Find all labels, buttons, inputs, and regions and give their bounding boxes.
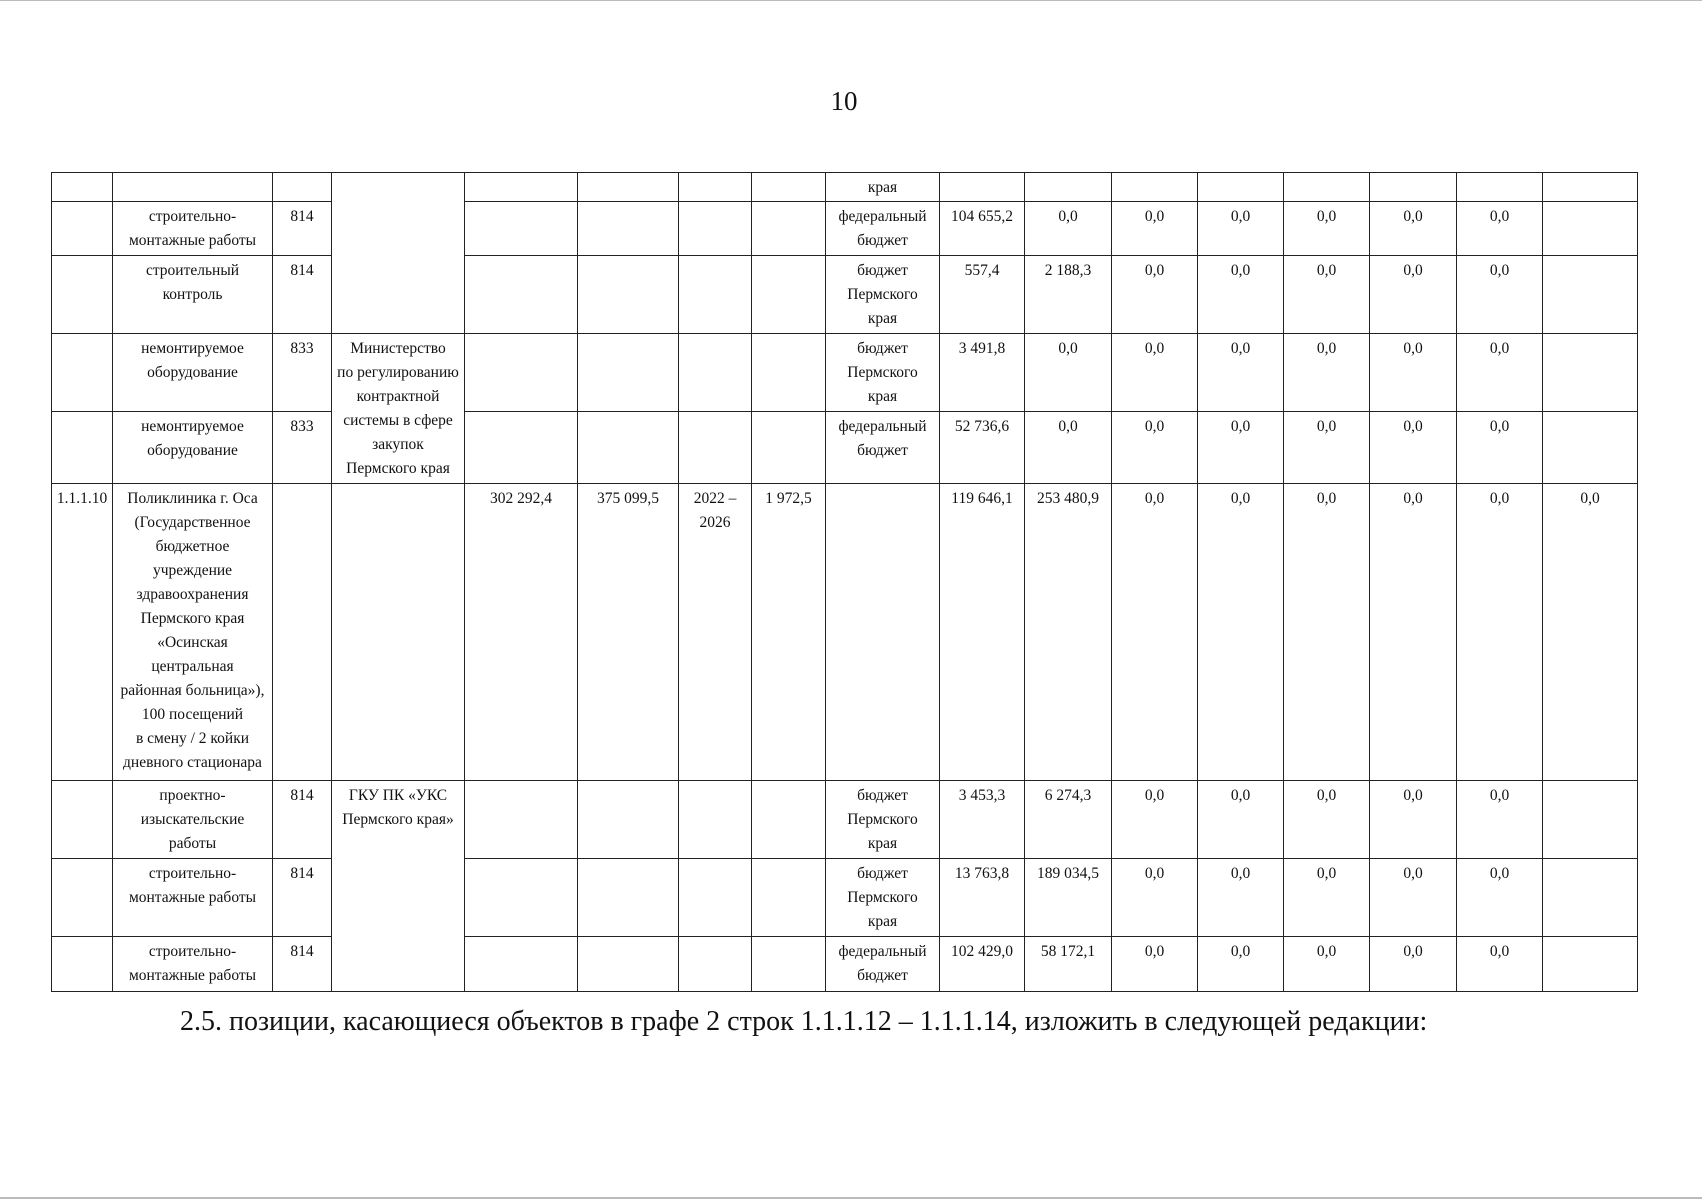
cell-value-6: 0,0	[1370, 202, 1457, 256]
cell-value-3: 0,0	[1112, 412, 1198, 484]
cell-funding-source: федеральный бюджет	[826, 202, 940, 256]
cell-code	[273, 484, 332, 781]
cell-value-3	[1112, 173, 1198, 202]
table-row	[52, 412, 1638, 484]
cell-value-2: 6 274,3	[1025, 781, 1112, 859]
cell-period	[679, 202, 752, 256]
cell-period: 2022 – 2026	[679, 484, 752, 781]
cell-number	[52, 173, 113, 202]
cell-value-6: 0,0	[1370, 859, 1457, 937]
cell-object-name: строительно- монтажные работы	[113, 202, 273, 256]
table-body	[52, 173, 1638, 992]
cell-object-name	[113, 173, 273, 202]
cell-customer: ГКУ ПК «УКС Пермского края»	[332, 781, 465, 992]
cell-funding-source	[826, 484, 940, 781]
cell-cost-adjusted	[578, 859, 679, 937]
cell-customer	[332, 484, 465, 781]
cell-number	[52, 859, 113, 937]
table-row	[52, 202, 1638, 256]
cell-cost-adjusted	[578, 256, 679, 334]
cell-value-2: 58 172,1	[1025, 937, 1112, 992]
cell-value-3: 0,0	[1112, 202, 1198, 256]
cell-value-4: 0,0	[1198, 202, 1284, 256]
cell-value-2: 253 480,9	[1025, 484, 1112, 781]
cell-value-2: 189 034,5	[1025, 859, 1112, 937]
cell-value-5: 0,0	[1284, 937, 1370, 992]
cell-value-4: 0,0	[1198, 256, 1284, 334]
cell-period	[679, 256, 752, 334]
cell-cost-adjusted	[578, 202, 679, 256]
cell-number	[52, 202, 113, 256]
cell-value-6: 0,0	[1370, 334, 1457, 412]
cell-value-1: 104 655,2	[940, 202, 1025, 256]
cell-customer: Министерство по регулированию контрактной системы в сфере закупок Пермского края	[332, 334, 465, 484]
cell-value-7: 0,0	[1457, 937, 1543, 992]
cell-value-5: 0,0	[1284, 256, 1370, 334]
cell-value-8	[1543, 781, 1638, 859]
cell-value-8	[1543, 173, 1638, 202]
cell-value-7: 0,0	[1457, 334, 1543, 412]
cell-value-3: 0,0	[1112, 781, 1198, 859]
cell-value-8	[1543, 202, 1638, 256]
cell-value-5: 0,0	[1284, 484, 1370, 781]
page-number: 10	[830, 86, 858, 116]
cell-customer	[332, 173, 465, 334]
cell-code: 814	[273, 937, 332, 992]
cell-funding-source: федеральный бюджет	[826, 412, 940, 484]
cell-object-name: строительно- монтажные работы	[113, 937, 273, 992]
cell-period	[679, 334, 752, 412]
cell-value-1: 119 646,1	[940, 484, 1025, 781]
cell-capacity	[752, 937, 826, 992]
cell-value-2: 0,0	[1025, 334, 1112, 412]
cell-cost-adjusted	[578, 937, 679, 992]
cell-period	[679, 173, 752, 202]
cell-capacity	[752, 202, 826, 256]
budget-table	[51, 172, 1638, 992]
cell-number	[52, 334, 113, 412]
cell-value-2: 0,0	[1025, 412, 1112, 484]
cell-value-3: 0,0	[1112, 256, 1198, 334]
cell-value-7: 0,0	[1457, 256, 1543, 334]
cell-value-8	[1543, 859, 1638, 937]
cell-value-2	[1025, 173, 1112, 202]
cell-value-1: 52 736,6	[940, 412, 1025, 484]
cell-value-3: 0,0	[1112, 484, 1198, 781]
cell-capacity	[752, 412, 826, 484]
cell-funding-source: федеральный бюджет	[826, 937, 940, 992]
cell-number: 1.1.1.10	[52, 484, 113, 781]
cell-value-1: 3 453,3	[940, 781, 1025, 859]
cell-value-5: 0,0	[1284, 781, 1370, 859]
table-row	[52, 484, 1638, 781]
cell-value-3: 0,0	[1112, 859, 1198, 937]
cell-number	[52, 412, 113, 484]
cell-cost-adjusted	[578, 412, 679, 484]
cell-cost-adjusted	[578, 334, 679, 412]
cell-cost-total	[465, 173, 578, 202]
cell-cost-total	[465, 334, 578, 412]
cell-value-7: 0,0	[1457, 202, 1543, 256]
cell-value-4	[1198, 173, 1284, 202]
cell-cost-total	[465, 202, 578, 256]
cell-value-8	[1543, 256, 1638, 334]
table-row	[52, 173, 1638, 202]
cell-cost-total	[465, 256, 578, 334]
cell-period	[679, 781, 752, 859]
amendment-note: 2.5. позиции, касающиеся объектов в графе 2 строк 1.1.1.12 – 1.1.1.14, изложить в следующей редакции:	[180, 1006, 1428, 1037]
cell-value-6: 0,0	[1370, 412, 1457, 484]
cell-value-6: 0,0	[1370, 484, 1457, 781]
cell-value-1: 13 763,8	[940, 859, 1025, 937]
cell-value-3: 0,0	[1112, 334, 1198, 412]
cell-value-4: 0,0	[1198, 859, 1284, 937]
cell-value-6: 0,0	[1370, 937, 1457, 992]
cell-value-4: 0,0	[1198, 781, 1284, 859]
cell-value-6	[1370, 173, 1457, 202]
cell-value-1: 557,4	[940, 256, 1025, 334]
cell-code: 814	[273, 859, 332, 937]
cell-cost-total	[465, 859, 578, 937]
cell-code: 833	[273, 412, 332, 484]
cell-cost-total	[465, 412, 578, 484]
cell-value-5: 0,0	[1284, 334, 1370, 412]
cell-capacity	[752, 256, 826, 334]
cell-cost-total: 302 292,4	[465, 484, 578, 781]
cell-object-name: строительный контроль	[113, 256, 273, 334]
cell-value-8	[1543, 412, 1638, 484]
table-row	[52, 781, 1638, 859]
cell-number	[52, 781, 113, 859]
cell-funding-source: бюджет Пермского края	[826, 256, 940, 334]
cell-funding-source: края	[826, 173, 940, 202]
cell-capacity	[752, 859, 826, 937]
cell-funding-source: бюджет Пермского края	[826, 781, 940, 859]
cell-capacity	[752, 173, 826, 202]
cell-value-7: 0,0	[1457, 781, 1543, 859]
cell-object-name: строительно- монтажные работы	[113, 859, 273, 937]
cell-value-3: 0,0	[1112, 937, 1198, 992]
cell-value-8: 0,0	[1543, 484, 1638, 781]
cell-code: 833	[273, 334, 332, 412]
table-row	[52, 334, 1638, 412]
cell-value-4: 0,0	[1198, 412, 1284, 484]
cell-code: 814	[273, 202, 332, 256]
cell-value-6: 0,0	[1370, 781, 1457, 859]
cell-value-4: 0,0	[1198, 484, 1284, 781]
cell-number	[52, 937, 113, 992]
table-row	[52, 256, 1638, 334]
cell-period	[679, 859, 752, 937]
cell-number	[52, 256, 113, 334]
cell-value-1: 102 429,0	[940, 937, 1025, 992]
cell-funding-source: бюджет Пермского края	[826, 859, 940, 937]
cell-capacity	[752, 781, 826, 859]
cell-value-5: 0,0	[1284, 412, 1370, 484]
cell-cost-total	[465, 937, 578, 992]
cell-value-5: 0,0	[1284, 859, 1370, 937]
cell-cost-adjusted: 375 099,5	[578, 484, 679, 781]
page-top-edge	[0, 0, 1702, 1]
table-row	[52, 937, 1638, 992]
cell-value-7	[1457, 173, 1543, 202]
cell-value-4: 0,0	[1198, 937, 1284, 992]
cell-object-name: Поликлиника г. Оса (Государственное бюджетное учреждение здравоохранения Пермского края «Осинская центральная районная больница»), 100 посещений в смену / 2 койки дневного стационара	[113, 484, 273, 781]
cell-value-1: 3 491,8	[940, 334, 1025, 412]
cell-object-name: проектно- изыскательские работы	[113, 781, 273, 859]
cell-capacity	[752, 334, 826, 412]
cell-period	[679, 412, 752, 484]
cell-value-2: 0,0	[1025, 202, 1112, 256]
cell-cost-total	[465, 781, 578, 859]
cell-value-5	[1284, 173, 1370, 202]
cell-object-name: немонтируемое оборудование	[113, 412, 273, 484]
cell-cost-adjusted	[578, 781, 679, 859]
cell-value-1	[940, 173, 1025, 202]
cell-value-2: 2 188,3	[1025, 256, 1112, 334]
cell-code	[273, 173, 332, 202]
cell-capacity: 1 972,5	[752, 484, 826, 781]
cell-period	[679, 937, 752, 992]
cell-value-7: 0,0	[1457, 412, 1543, 484]
cell-value-7: 0,0	[1457, 859, 1543, 937]
cell-code: 814	[273, 781, 332, 859]
cell-value-8	[1543, 334, 1638, 412]
page-bottom-edge	[0, 1197, 1702, 1199]
table-row	[52, 859, 1638, 937]
cell-code: 814	[273, 256, 332, 334]
cell-value-8	[1543, 937, 1638, 992]
cell-cost-adjusted	[578, 173, 679, 202]
cell-value-4: 0,0	[1198, 334, 1284, 412]
cell-value-7: 0,0	[1457, 484, 1543, 781]
cell-value-5: 0,0	[1284, 202, 1370, 256]
cell-object-name: немонтируемое оборудование	[113, 334, 273, 412]
cell-value-6: 0,0	[1370, 256, 1457, 334]
cell-funding-source: бюджет Пермского края	[826, 334, 940, 412]
